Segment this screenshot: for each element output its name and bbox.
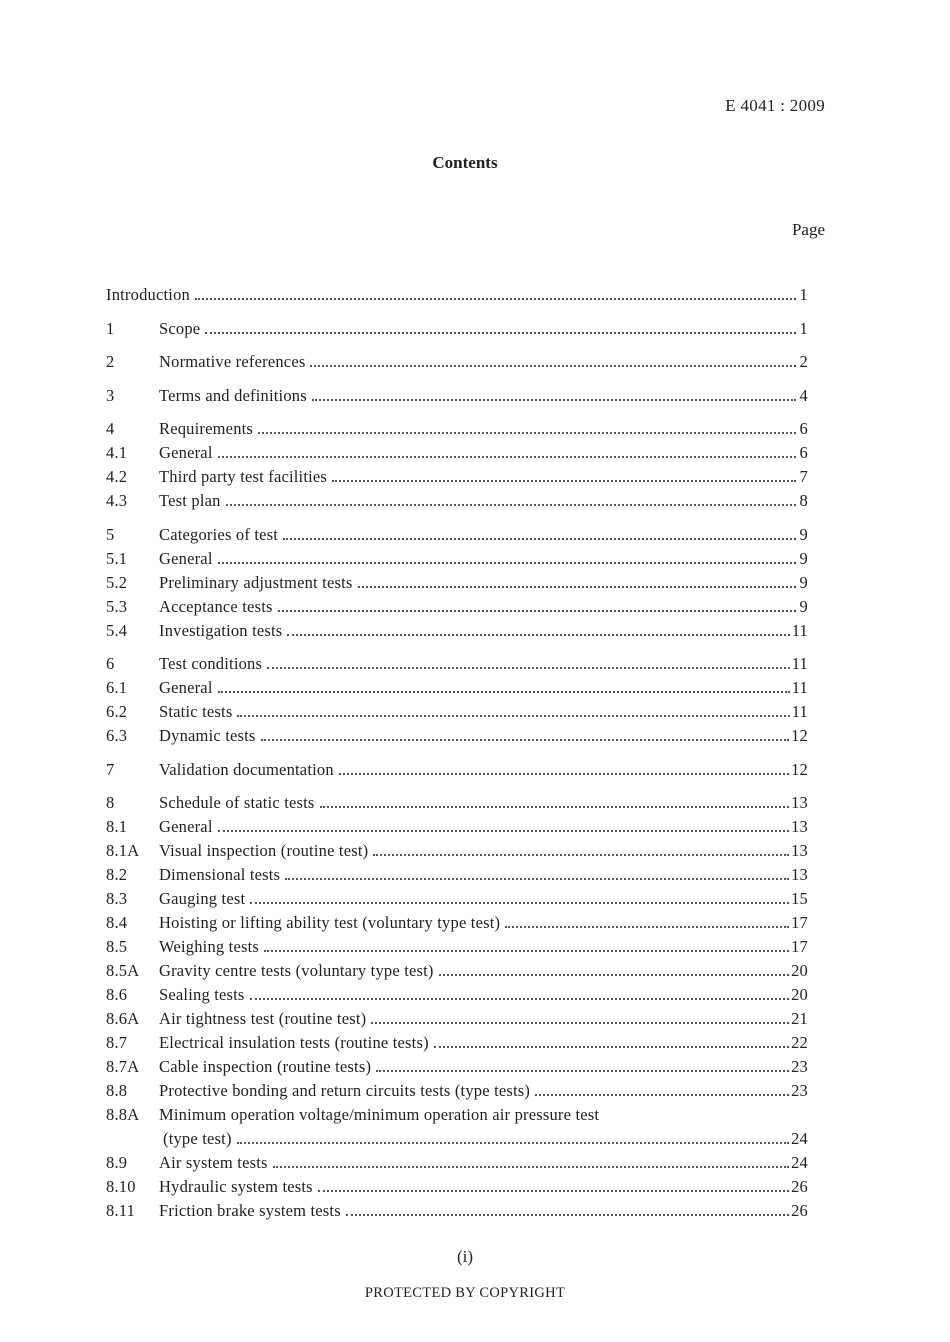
dot-leader (346, 1214, 789, 1216)
toc-entry-page: 13 (791, 817, 808, 836)
toc-entry-5-3[interactable] (106, 595, 808, 619)
dot-leader (535, 1094, 789, 1096)
toc-entry-8-3[interactable] (106, 887, 808, 911)
toc-entry-page: 13 (791, 793, 808, 812)
toc-entry-page: 22 (791, 1033, 808, 1052)
toc-entry-title: Protective bonding and return circuits tests (type tests) (159, 1081, 531, 1100)
toc-entry-title: Validation documentation (159, 759, 334, 779)
toc-entry-page: 12 (791, 759, 808, 779)
dot-leader (267, 667, 790, 669)
toc-entry-number: 8.1A (106, 841, 140, 860)
toc-entry-number: 5 (106, 524, 115, 544)
dot-leader (373, 854, 789, 856)
toc-entry-number: 4.2 (106, 467, 128, 486)
toc-entry-number: 8.1 (106, 817, 128, 836)
dot-leader (371, 1022, 789, 1024)
toc-entry-5-2[interactable] (106, 571, 808, 595)
toc-entry-4-3[interactable] (106, 489, 808, 513)
toc-entry-8-8[interactable] (106, 1079, 808, 1103)
toc-entry-page: 20 (791, 961, 808, 980)
dot-leader (287, 634, 789, 636)
toc-entry-title: Minimum operation voltage/minimum operation air pressure test (159, 1105, 600, 1124)
toc-entry-page: 12 (791, 726, 808, 745)
dot-leader (237, 1142, 789, 1144)
toc-entry-title: Normative references (159, 352, 306, 371)
toc-entry-number: 8 (106, 793, 115, 812)
toc-entry-page: 9 (799, 596, 808, 616)
toc-entry-number: 6.2 (106, 702, 128, 721)
toc-entry-8-9[interactable] (106, 1151, 808, 1175)
dot-leader (310, 365, 796, 367)
toc-entry-number: 3 (106, 385, 115, 405)
dot-leader (318, 1190, 789, 1192)
toc-entry-page: 17 (791, 937, 808, 956)
dot-leader (205, 332, 796, 334)
toc-entry-title: Visual inspection (routine test) (159, 841, 369, 860)
toc-entry-title: Third party test facilities (159, 467, 328, 486)
toc-entry-5[interactable] (106, 523, 808, 547)
toc-entry-4[interactable] (106, 417, 808, 441)
toc-entry-8-5[interactable] (106, 935, 808, 959)
page-column-label: Page (791, 220, 825, 239)
toc-entry-title: Air system tests (159, 1153, 268, 1172)
toc-entry-page: 13 (791, 841, 808, 860)
toc-entry-page: 24 (791, 1129, 808, 1148)
toc-entry-title: Scope (159, 318, 201, 338)
toc-entry-title: Air tightness test (routine test) (159, 1009, 367, 1028)
toc-entry-title: Preliminary adjustment tests (159, 572, 353, 592)
toc-entry-4-2[interactable] (106, 465, 808, 489)
dot-leader (218, 456, 796, 458)
toc-entry-page: 17 (791, 913, 808, 932)
toc-entry-8-6a[interactable] (106, 1007, 808, 1031)
toc-entry-number: 8.5 (106, 937, 128, 956)
toc-entry-title: Gauging test (159, 889, 246, 908)
toc-entry-number: 6.3 (106, 726, 128, 745)
toc-entry-title: General (159, 817, 213, 836)
toc-entry-page: 21 (791, 1009, 808, 1028)
toc-entry-title: Electrical insulation tests (routine tests) (159, 1033, 429, 1052)
dot-leader (218, 830, 789, 832)
toc-entry-number: 6.1 (106, 678, 128, 697)
dot-leader (273, 1166, 789, 1168)
toc-entry-title: Investigation tests (159, 620, 283, 640)
toc-entry-title: Acceptance tests (159, 596, 273, 616)
dot-leader (218, 562, 796, 564)
page-number: (i) (456, 1247, 474, 1266)
toc-entry-introduction[interactable] (106, 283, 808, 307)
toc-entry-5-1[interactable] (106, 547, 808, 571)
toc-entry-number: 4.3 (106, 491, 128, 510)
dot-leader (250, 998, 790, 1000)
toc-entry-number: 8.7A (106, 1057, 140, 1076)
toc-entry-number: 8.7 (106, 1033, 128, 1052)
toc-entry-number: 8.8 (106, 1081, 128, 1100)
toc-entry-1[interactable] (106, 317, 808, 341)
toc-entry-number: 8.10 (106, 1177, 136, 1196)
toc-entry-4-1[interactable] (106, 441, 808, 465)
dot-leader (434, 1046, 789, 1048)
toc-entry-page: 15 (791, 889, 808, 908)
dot-leader (339, 773, 789, 775)
toc-entry-number: 5.1 (106, 548, 128, 568)
toc-entry-page: 26 (791, 1201, 808, 1220)
dot-leader (226, 504, 796, 506)
toc-entry-page: 4 (799, 385, 808, 405)
toc-entry-page: 11 (791, 620, 808, 640)
toc-entry-number: 8.2 (106, 865, 128, 884)
dot-leader (439, 974, 789, 976)
dot-leader (250, 902, 789, 904)
toc-entry-page: 8 (799, 491, 808, 510)
toc-entry-title: Hoisting or lifting ability test (voluntary type test) (159, 913, 501, 932)
toc-entry-page: 9 (799, 572, 808, 592)
dot-leader (261, 739, 790, 741)
dot-leader (283, 538, 796, 540)
toc-entry-page: 11 (791, 654, 808, 673)
toc-entry-title: Categories of test (159, 524, 279, 544)
toc-entry-page: 23 (791, 1057, 808, 1076)
toc-entry-7[interactable] (106, 758, 808, 782)
dot-leader (376, 1070, 789, 1072)
toc-entry-number: 5.3 (106, 596, 128, 616)
toc-entry-number: 8.3 (106, 889, 128, 908)
toc-entry-title: Requirements (159, 419, 254, 438)
dot-leader (258, 432, 796, 434)
toc-entry-6[interactable] (106, 652, 808, 676)
toc-entry-number: 8.11 (106, 1201, 136, 1220)
toc-entry-8-8a[interactable] (106, 1103, 808, 1127)
table-of-contents (106, 283, 808, 1223)
toc-entry-page: 6 (799, 443, 808, 462)
toc-entry-3[interactable] (106, 384, 808, 408)
toc-entry-number: 2 (106, 352, 115, 371)
dot-leader (505, 926, 789, 928)
toc-entry-number: 6 (106, 654, 115, 673)
dot-leader (312, 399, 796, 401)
toc-entry-title: General (159, 443, 213, 462)
toc-entry-page: 11 (791, 702, 808, 721)
document-id: E 4041 : 2009 (725, 96, 825, 115)
toc-entry-title: Hydraulic system tests (159, 1177, 313, 1196)
dot-leader (332, 480, 796, 482)
toc-entry-title: Cable inspection (routine tests) (159, 1057, 372, 1076)
toc-entry-number: 8.5A (106, 961, 140, 980)
toc-entry-number: 5.4 (106, 620, 128, 640)
toc-entry-page: 1 (799, 318, 808, 338)
toc-entry-page: 2 (799, 352, 808, 371)
toc-entry-8-11[interactable] (106, 1199, 808, 1223)
toc-entry-page: 1 (799, 285, 808, 304)
toc-entry-number: 8.8A (106, 1105, 140, 1124)
toc-entry-title: General (159, 678, 213, 697)
toc-entry-page: 9 (799, 524, 808, 544)
toc-entry-number: 8.6A (106, 1009, 140, 1028)
toc-entry-title: Gravity centre tests (voluntary type test) (159, 961, 434, 980)
toc-entry-number: 8.6 (106, 985, 128, 1004)
page-title: Contents (432, 153, 498, 172)
toc-entry-number: 8.9 (106, 1153, 128, 1172)
toc-entry-title: Introduction (106, 285, 190, 304)
toc-entry-6-2[interactable] (106, 700, 808, 724)
toc-entry-6-1[interactable] (106, 676, 808, 700)
toc-entry-number: 7 (106, 759, 115, 779)
toc-entry-5-4[interactable] (106, 619, 808, 643)
toc-entry-page: 9 (799, 548, 808, 568)
dot-leader (264, 950, 789, 952)
toc-entry-page: 23 (791, 1081, 808, 1100)
toc-entry-8-6[interactable] (106, 983, 808, 1007)
toc-entry-title: Terms and definitions (159, 385, 307, 405)
toc-entry-8-7a[interactable] (106, 1055, 808, 1079)
toc-entry-2[interactable] (106, 350, 808, 374)
dot-leader (285, 878, 789, 880)
toc-entry-8-1[interactable] (106, 815, 808, 839)
toc-entry-8-4[interactable] (106, 911, 808, 935)
toc-entry-8-1a[interactable] (106, 839, 808, 863)
toc-entry-title: Dimensional tests (159, 865, 281, 884)
toc-entry-number: 4 (106, 419, 115, 438)
toc-entry-page: 26 (791, 1177, 808, 1196)
toc-entry-8-8a-continued[interactable] (106, 1127, 808, 1151)
toc-entry-number: 4.1 (106, 443, 128, 462)
toc-entry-number: 5.2 (106, 572, 128, 592)
toc-entry-page: 24 (791, 1153, 808, 1172)
toc-entry-title: Weighing tests (159, 937, 260, 956)
toc-entry-page: 11 (791, 678, 808, 697)
toc-entry-title: General (159, 548, 213, 568)
toc-entry-number: 8.4 (106, 913, 128, 932)
toc-entry-title: Test plan (159, 491, 221, 510)
toc-entry-8[interactable] (106, 791, 808, 815)
toc-entry-page: 13 (791, 865, 808, 884)
dot-leader (237, 715, 789, 717)
dot-leader (358, 586, 797, 588)
toc-entry-8-5a[interactable] (106, 959, 808, 983)
toc-entry-number: 1 (106, 318, 115, 338)
toc-entry-page: 7 (799, 467, 808, 486)
dot-leader (278, 610, 796, 612)
toc-entry-title: Test conditions (159, 654, 263, 673)
dot-leader (195, 298, 796, 300)
toc-entry-8-7[interactable] (106, 1031, 808, 1055)
toc-entry-page: 6 (799, 419, 808, 438)
toc-entry-8-10[interactable] (106, 1175, 808, 1199)
toc-entry-title: Static tests (159, 702, 233, 721)
toc-entry-6-3[interactable] (106, 724, 808, 748)
dot-leader (320, 806, 790, 808)
toc-entry-title: Dynamic tests (159, 726, 256, 745)
copyright-notice: PROTECTED BY COPYRIGHT (364, 1285, 566, 1301)
toc-entry-title: Friction brake system tests (159, 1201, 341, 1220)
dot-leader (218, 691, 790, 693)
toc-entry-page: 20 (791, 985, 808, 1004)
toc-entry-8-2[interactable] (106, 863, 808, 887)
toc-entry-title-continued: (type test) (163, 1129, 232, 1148)
toc-entry-title: Sealing tests (159, 985, 245, 1004)
toc-entry-title: Schedule of static tests (159, 793, 315, 812)
